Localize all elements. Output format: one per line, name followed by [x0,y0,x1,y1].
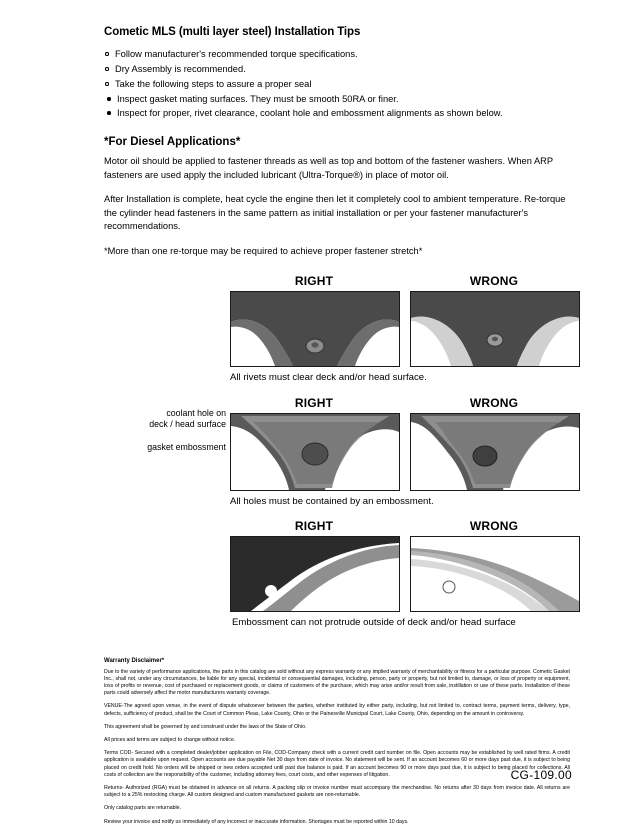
figure-embossment-right [230,396,398,491]
callout-coolant-hole [104,408,226,431]
figure-image-embossment-wrong [410,413,580,491]
installation-tips-list [104,47,570,91]
diesel-paragraph-3: *More than one re-torque may be required to achieve proper fastener stretch* [104,245,423,256]
figure-label-wrong: WRONG [469,274,519,288]
figure-group-embossment [104,396,570,509]
callout-gasket-embossment: gasket embossment [147,441,226,452]
document-number: CG-109.00 [510,768,572,782]
embossment-wrong-illustration [411,414,579,490]
figure-image-rivets-right [230,291,400,367]
rivets-wrong-illustration [411,292,579,366]
list-item: Take the following steps to assure a proper seal [104,77,570,91]
list-item: Follow manufacturer's recommended torque specifications. [104,47,570,61]
figure-image-protrusion-wrong [410,536,580,612]
diesel-paragraph-2: After Installation is complete, heat cycle the engine then let it completely cool to ambient temperature. Re-torque the cylinder head fasteners in the same pattern as initial installation or per your fastener manufacturer's recommendations. [104,194,566,231]
figure-caption-rivets: All rivets must clear deck and/or head surface. [230,372,427,383]
figure-label-right: RIGHT [294,274,334,288]
callout-coolant-hole-line2: deck / head surface [149,419,226,429]
callout-coolant-hole-line1: coolant hole on [166,407,226,418]
warranty-paragraph: VENUE-The agreed upon venue, in the event of dispute whatsoever between the parties, whether instituted by either party, including, but not limited to, contract terms, payment terms, delivery, type, defects, sufficiency of product, shall be the Court of Common Pleas, Lake County, Ohio or the Painesville Municipal Court, Lake County, Ohio, depending on the amount in controversy. [104,703,570,717]
protrusion-right-illustration [231,537,399,611]
warranty-paragraph: Review your invoice and notify us immediately of any incorrect or inaccurate information. Shortages must be reported within 10 days. [104,818,409,825]
figure-label-right: RIGHT [294,519,334,533]
diesel-applications-heading: *For Diesel Applications* [104,136,241,148]
installation-sub-list [104,92,570,120]
list-item: Inspect gasket mating surfaces. They must be smooth 50RA or finer. [104,92,570,106]
warranty-paragraph: Due to the variety of performance applications, the parts in this catalog are sold without any express warranty or any implied warranty of merchantability or fitness for a particular purpose. Cometic Gasket Inc., shall not, under any circumstances, be liable for any special, incidental or consequential damages, including, person, party or property, but not limited to, damage, or loss of property or equipment, loss of profits or revenue, cost of purchased or replacement goods, or claims of customers of the purchase, which may arise and/or result from sale, instillation or use of these parts. Installation of these parts could adversely affect the motor manufacturers warranty coverage. [104,668,570,697]
figure-image-embossment-right [230,413,400,491]
warranty-section [104,658,570,826]
rivets-right-illustration [231,292,399,366]
warranty-paragraph: Terms COD- Secured with a completed dealer/jobber application on File, COD-Company check with a current credit card number on file. Open accounts may be established by well rated firms. A credit application is available upon request. Open accounts are due payable Net 30 days from date of invoice. No statement will be sent. If an account becomes 60 or more days past due, it is subject to being placed on credit hold. No orders will be shipped or new orders accepted until past due balance is paid. If an account becomes 90 or more days past due, it is subject to being placed for collections. All costs of collection are the responsibility of the customer, including attorney fees, court costs, and other expenses of litigation. [104,750,570,778]
figure-image-rivets-wrong [410,291,580,367]
diesel-paragraph-1: Motor oil should be applied to fastener threads as well as top and bottom of the fastener washers. When ARP fasteners are used apply the included lubricant (Ultra-Torque®) in place of motor oil. [104,156,553,180]
warranty-paragraph: Returns- Authorized (RGA) must be obtained in advance on all returns. A packing slip or invoice number must accompany the merchandise. No returns after 30 days from invoice date. All returns are subject to a 25% restocking charge. All custom designed and custom manufactured gaskets are non-returnable. [104,784,570,799]
figure-caption-protrusion-text: Embossment can not protrude outside of deck and/or head surface [232,617,516,628]
figure-label-wrong: WRONG [469,395,519,410]
figure-rivets-right [230,274,398,367]
figure-section [104,274,570,630]
figure-label-right: RIGHT [294,395,334,410]
list-item: Dry Assembly is recommended. [104,62,570,76]
figure-caption-embossment: All holes must be contained by an embossment. [230,495,434,507]
list-item: Inspect for proper, rivet clearance, coolant hole and embossment alignments as shown below. [104,106,570,120]
warranty-paragraph: This agreement shall be governed by and construed under the laws of the State of Ohio. [104,723,307,730]
figure-protrusion-right [230,519,398,612]
figure-embossment-wrong [410,396,578,491]
embossment-right-illustration [231,414,399,490]
figure-protrusion-wrong [410,519,578,612]
figure-image-protrusion-right [230,536,400,612]
warranty-paragraph: All prices and terms are subject to change without notice. [104,736,236,743]
warranty-paragraph: Only catalog parts are returnable. [104,805,181,812]
figure-group-rivets [104,274,570,385]
figure-group-protrusion [104,519,570,630]
figure-label-wrong: WRONG [469,519,519,533]
figure-caption-protrusion [232,617,570,630]
figure-rivets-wrong [410,274,578,367]
page-title: Cometic MLS (multi layer steel) Installation Tips [104,26,361,38]
protrusion-wrong-illustration [411,537,579,611]
warranty-heading: Warranty Disclaimer* [104,657,165,664]
